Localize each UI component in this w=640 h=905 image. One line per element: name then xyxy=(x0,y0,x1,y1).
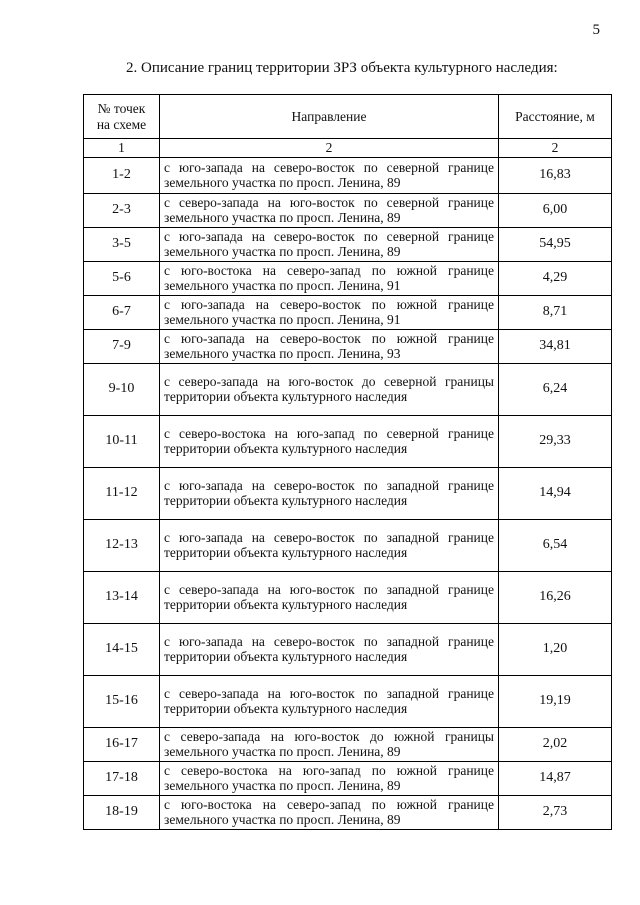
point-range: 1-2 xyxy=(84,157,160,193)
distance-value: 1,20 xyxy=(499,623,612,675)
direction-text: с юго-запада на северо-восток по западной границе территории объекта культурного наследия xyxy=(160,519,499,571)
table-row xyxy=(84,467,612,519)
point-range: 18-19 xyxy=(84,795,160,829)
direction-text: с юго-востока на северо-запад по южной границе земельного участка по просп. Ленина, 91 xyxy=(160,261,499,295)
table-row xyxy=(84,727,612,761)
table-row xyxy=(84,261,612,295)
point-range: 9-10 xyxy=(84,363,160,415)
point-range: 10-11 xyxy=(84,415,160,467)
table-row xyxy=(84,329,612,363)
distance-value: 4,29 xyxy=(499,261,612,295)
column-number: 1 xyxy=(84,139,160,158)
point-range: 2-3 xyxy=(84,193,160,227)
point-range: 5-6 xyxy=(84,261,160,295)
distance-value: 29,33 xyxy=(499,415,612,467)
table-row xyxy=(84,363,612,415)
point-range: 11-12 xyxy=(84,467,160,519)
table-row xyxy=(84,675,612,727)
direction-text: с юго-запада на северо-восток по северной границе земельного участка по просп. Ленина, 89 xyxy=(160,157,499,193)
distance-value: 14,87 xyxy=(499,761,612,795)
distance-value: 6,24 xyxy=(499,363,612,415)
direction-text: с юго-запада на северо-восток по западной границе территории объекта культурного наследия xyxy=(160,467,499,519)
direction-text: с северо-запада на юго-восток по северной границе земельного участка по просп. Ленина, 89 xyxy=(160,193,499,227)
point-range: 13-14 xyxy=(84,571,160,623)
table-body xyxy=(84,157,612,829)
distance-column-header: Расстояние, м xyxy=(499,95,612,139)
direction-text: с северо-запада на юго-восток по западной границе территории объекта культурного наследия xyxy=(160,675,499,727)
direction-text: с северо-запада на юго-восток по западной границе территории объекта культурного наследия xyxy=(160,571,499,623)
table-row xyxy=(84,795,612,829)
direction-text: с юго-востока на северо-запад по южной границе земельного участка по просп. Ленина, 89 xyxy=(160,795,499,829)
table-row xyxy=(84,519,612,571)
distance-value: 2,02 xyxy=(499,727,612,761)
point-range: 7-9 xyxy=(84,329,160,363)
table-row xyxy=(84,193,612,227)
point-range: 15-16 xyxy=(84,675,160,727)
column-number: 2 xyxy=(160,139,499,158)
distance-value: 16,26 xyxy=(499,571,612,623)
column-number: 2 xyxy=(499,139,612,158)
direction-text: с северо-запада на юго-восток до южной границы земельного участка по просп. Ленина, 89 xyxy=(160,727,499,761)
direction-text: с северо-востока на юго-запад по южной границе земельного участка по просп. Ленина, 89 xyxy=(160,761,499,795)
direction-text: с юго-запада на северо-восток по западной границе территории объекта культурного наследия xyxy=(160,623,499,675)
point-range: 6-7 xyxy=(84,295,160,329)
boundary-table xyxy=(83,94,612,830)
table-row xyxy=(84,761,612,795)
distance-value: 2,73 xyxy=(499,795,612,829)
distance-value: 34,81 xyxy=(499,329,612,363)
points-header-line1: № точек xyxy=(97,101,146,116)
direction-column-header: Направление xyxy=(160,95,499,139)
distance-value: 8,71 xyxy=(499,295,612,329)
point-range: 17-18 xyxy=(84,761,160,795)
table-row xyxy=(84,623,612,675)
distance-value: 14,94 xyxy=(499,467,612,519)
distance-value: 6,54 xyxy=(499,519,612,571)
direction-text: с юго-запада на северо-восток по южной границе земельного участка по просп. Ленина, 91 xyxy=(160,295,499,329)
point-range: 3-5 xyxy=(84,227,160,261)
table-row xyxy=(84,227,612,261)
point-range: 12-13 xyxy=(84,519,160,571)
distance-value: 6,00 xyxy=(499,193,612,227)
direction-text: с юго-запада на северо-восток по северной границе земельного участка по просп. Ленина, 89 xyxy=(160,227,499,261)
points-header-line2: на схеме xyxy=(96,116,147,132)
column-number-row xyxy=(84,139,612,158)
distance-value: 54,95 xyxy=(499,227,612,261)
page-number: 5 xyxy=(592,22,600,38)
point-range: 14-15 xyxy=(84,623,160,675)
points-column-header xyxy=(84,95,160,139)
distance-value: 16,83 xyxy=(499,157,612,193)
section-heading: 2. Описание границ территории ЗРЗ объекта культурного наследия: xyxy=(126,60,558,76)
direction-text: с северо-запада на юго-восток до северной границы территории объекта культурного наследия xyxy=(160,363,499,415)
direction-text: с северо-востока на юго-запад по северной границе территории объекта культурного наследия xyxy=(160,415,499,467)
table-row xyxy=(84,157,612,193)
direction-text: с юго-запада на северо-восток по южной границе земельного участка по просп. Ленина, 93 xyxy=(160,329,499,363)
header-row xyxy=(84,95,612,139)
table-row xyxy=(84,295,612,329)
table-row xyxy=(84,571,612,623)
table-row xyxy=(84,415,612,467)
distance-value: 19,19 xyxy=(499,675,612,727)
point-range: 16-17 xyxy=(84,727,160,761)
